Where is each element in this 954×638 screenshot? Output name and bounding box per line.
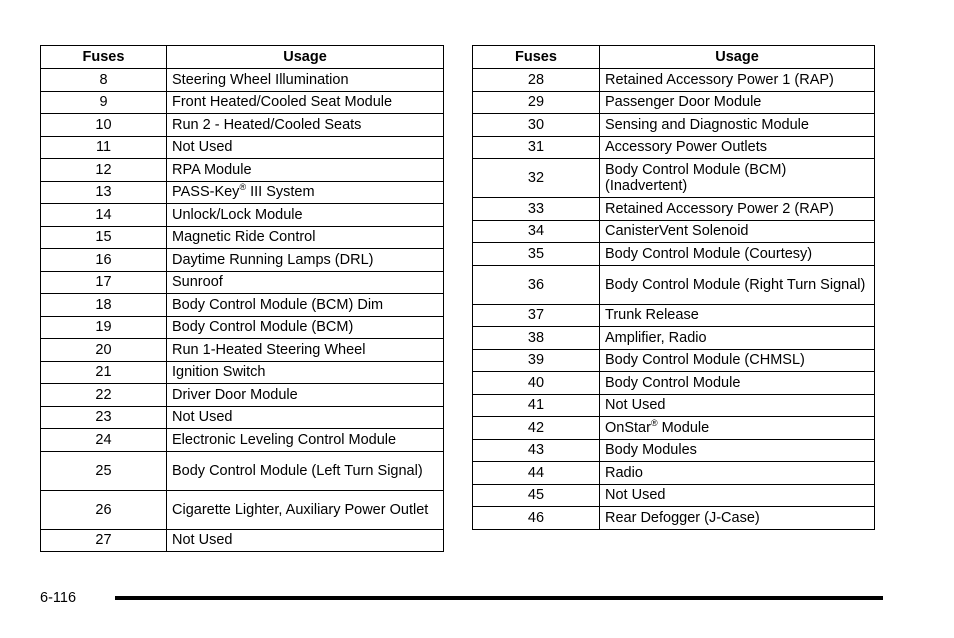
table-row [473, 462, 875, 485]
table-row [473, 372, 875, 395]
fuse-number: 38 [473, 327, 600, 350]
fuse-number: 37 [473, 304, 600, 327]
fuse-number: 41 [473, 394, 600, 417]
table-row [473, 136, 875, 159]
table-row [41, 181, 444, 204]
table-row [473, 327, 875, 350]
fuse-usage: Not Used [600, 394, 875, 417]
fuse-usage: Body Control Module (BCM) (Inadvertent) [600, 159, 875, 198]
fuse-number: 18 [41, 294, 167, 317]
fuse-usage: Not Used [600, 484, 875, 507]
fuse-table-right [472, 45, 875, 530]
table-row [473, 198, 875, 221]
fuse-usage: Retained Accessory Power 2 (RAP) [600, 198, 875, 221]
fuse-table-left [40, 45, 444, 552]
table-row [473, 69, 875, 92]
fuse-usage: Not Used [167, 136, 444, 159]
fuse-usage: Radio [600, 462, 875, 485]
fuse-number: 31 [473, 136, 600, 159]
usage-column-header: Usage [600, 46, 875, 69]
fuse-usage: Body Modules [600, 439, 875, 462]
fuse-usage: Trunk Release [600, 304, 875, 327]
fuse-number: 45 [473, 484, 600, 507]
table-row [41, 204, 444, 227]
fuse-number: 32 [473, 159, 600, 198]
fuse-number: 39 [473, 349, 600, 372]
fuse-number: 29 [473, 91, 600, 114]
usage-text: OnStar [605, 419, 651, 436]
fuses-column-header: Fuses [473, 46, 600, 69]
table-header-row [41, 46, 444, 69]
table-row [41, 384, 444, 407]
fuse-usage: Accessory Power Outlets [600, 136, 875, 159]
fuse-usage: RPA Module [167, 159, 444, 182]
fuse-number: 43 [473, 439, 600, 462]
fuse-usage: Body Control Module (BCM) [167, 316, 444, 339]
fuse-usage: Run 2 - Heated/Cooled Seats [167, 114, 444, 137]
fuse-number: 13 [41, 181, 167, 204]
fuse-number: 16 [41, 249, 167, 272]
table-row [41, 249, 444, 272]
fuse-usage: Run 1-Heated Steering Wheel [167, 339, 444, 362]
usage-text-after: III System [246, 184, 315, 201]
fuse-usage: Retained Accessory Power 1 (RAP) [600, 69, 875, 92]
fuse-number: 25 [41, 451, 167, 490]
table-row [473, 159, 875, 198]
fuse-usage [600, 417, 875, 440]
fuse-usage: Front Heated/Cooled Seat Module [167, 91, 444, 114]
fuse-number: 9 [41, 91, 167, 114]
fuse-number: 28 [473, 69, 600, 92]
fuse-usage: Unlock/Lock Module [167, 204, 444, 227]
table-row [473, 220, 875, 243]
table-row [473, 439, 875, 462]
usage-column-header: Usage [167, 46, 444, 69]
fuse-usage: Body Control Module (BCM) Dim [167, 294, 444, 317]
fuse-usage: Body Control Module (Right Turn Signal) [600, 265, 875, 304]
fuse-number: 34 [473, 220, 600, 243]
fuse-number: 21 [41, 361, 167, 384]
table-row [41, 136, 444, 159]
table-row [473, 243, 875, 266]
fuse-usage: Sunroof [167, 271, 444, 294]
fuse-usage: Ignition Switch [167, 361, 444, 384]
fuse-number: 20 [41, 339, 167, 362]
fuse-usage [167, 181, 444, 204]
fuse-usage: Not Used [167, 529, 444, 552]
fuse-usage: Magnetic Ride Control [167, 226, 444, 249]
table-row [41, 226, 444, 249]
table-row [473, 304, 875, 327]
table-header-row [473, 46, 875, 69]
table-row [41, 361, 444, 384]
fuse-number: 26 [41, 490, 167, 529]
fuse-usage: Not Used [167, 406, 444, 429]
fuse-number: 15 [41, 226, 167, 249]
fuse-number: 12 [41, 159, 167, 182]
table-row [41, 339, 444, 362]
fuse-number: 10 [41, 114, 167, 137]
fuse-number: 19 [41, 316, 167, 339]
table-row [473, 265, 875, 304]
fuse-number: 42 [473, 417, 600, 440]
table-row [473, 484, 875, 507]
fuses-column-header: Fuses [41, 46, 167, 69]
fuse-usage: Driver Door Module [167, 384, 444, 407]
registered-mark: ® [650, 417, 658, 428]
fuse-usage: Cigarette Lighter, Auxiliary Power Outlet [167, 490, 444, 529]
fuse-usage: Body Control Module [600, 372, 875, 395]
fuse-number: 22 [41, 384, 167, 407]
page-number: 6-116 [40, 590, 77, 606]
table-row [473, 91, 875, 114]
fuse-number: 35 [473, 243, 600, 266]
fuse-number: 11 [41, 136, 167, 159]
fuse-number: 24 [41, 429, 167, 452]
usage-text: PASS-Key [172, 184, 240, 201]
fuse-number: 27 [41, 529, 167, 552]
table-row [41, 294, 444, 317]
fuse-usage: Rear Defogger (J-Case) [600, 507, 875, 530]
table-row [41, 316, 444, 339]
fuse-number: 23 [41, 406, 167, 429]
fuse-number: 14 [41, 204, 167, 227]
fuse-usage: Body Control Module (CHMSL) [600, 349, 875, 372]
table-row [41, 69, 444, 92]
table-row [473, 349, 875, 372]
fuse-number: 40 [473, 372, 600, 395]
fuse-usage: Daytime Running Lamps (DRL) [167, 249, 444, 272]
fuse-usage: Steering Wheel Illumination [167, 69, 444, 92]
fuse-usage: Passenger Door Module [600, 91, 875, 114]
table-row [473, 507, 875, 530]
fuse-usage: Amplifier, Radio [600, 327, 875, 350]
footer-rule [115, 596, 883, 600]
registered-mark: ® [239, 182, 247, 193]
table-row [41, 429, 444, 452]
fuse-number: 44 [473, 462, 600, 485]
table-row [41, 159, 444, 182]
table-row [473, 394, 875, 417]
table-row [41, 91, 444, 114]
table-row [41, 114, 444, 137]
fuse-usage: Body Control Module (Courtesy) [600, 243, 875, 266]
fuse-usage: Body Control Module (Left Turn Signal) [167, 451, 444, 490]
fuse-number: 30 [473, 114, 600, 137]
table-row [41, 490, 444, 529]
table-row [473, 417, 875, 440]
fuse-usage: CanisterVent Solenoid [600, 220, 875, 243]
fuse-number: 8 [41, 69, 167, 92]
fuse-number: 33 [473, 198, 600, 221]
table-row [473, 114, 875, 137]
table-row [41, 451, 444, 490]
table-row [41, 271, 444, 294]
fuse-number: 17 [41, 271, 167, 294]
usage-text-after: Module [657, 419, 710, 436]
table-row [41, 529, 444, 552]
fuse-usage: Sensing and Diagnostic Module [600, 114, 875, 137]
fuse-usage: Electronic Leveling Control Module [167, 429, 444, 452]
fuse-number: 46 [473, 507, 600, 530]
table-row [41, 406, 444, 429]
fuse-number: 36 [473, 265, 600, 304]
